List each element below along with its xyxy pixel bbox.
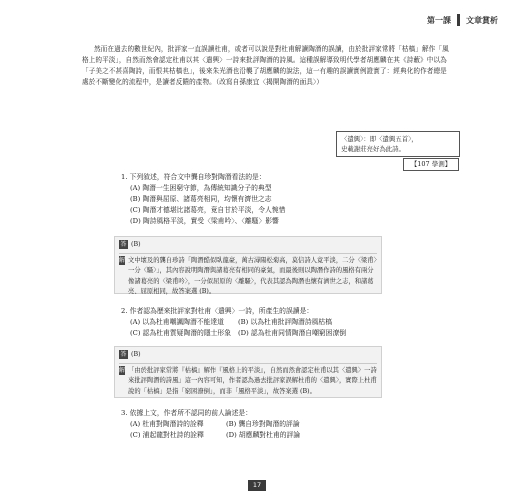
q1-option-d[interactable]: (D) 陶詩風格平淡，實受〈梁甫吟〉、〈離騷〉影響 [130,217,279,225]
q2-explain-row [119,366,377,398]
q2-answer: (B) [131,351,141,358]
q2-answer-row [119,350,377,361]
reading-passage [82,44,452,88]
explain-tag-icon: 解 [119,256,126,264]
q2-options [130,317,348,339]
q2-option-b[interactable]: (B) 以為杜甫批評陶潛詩風枯槁 [238,318,333,326]
q2-option-a[interactable]: (A) 以為杜甫嘲諷陶潛不能達道 [130,318,224,326]
explain-tag-icon: 解 [119,366,126,374]
q3-options [130,419,336,441]
footnote-line-1: 〈遣興〉：即〈遣興五首〉， [341,135,418,143]
page-number: 17 [248,480,266,491]
question-2 [121,306,348,339]
chapter-header [427,14,498,26]
footnote-box [336,131,460,157]
footnote-line-2: 史載謝莊亮好為此詩。 [341,145,405,153]
q1-option-b[interactable]: (B) 陶潛與屈原、諸葛亮相同，均懷有濟世之志 [130,195,272,203]
q1-answer-row [119,240,377,251]
answer-tag-icon: 答 [120,241,127,248]
chapter-label: 第一課 [427,15,451,25]
chapter-title: 文章賞析 [466,15,498,25]
q1-explanation: 文中壞及的龔自珍詩「陶潛酷似臥龍豪，萬古潯陽松菊高，莫信詩人竟平淡，二分〈梁甫〉一分〈騷〉」，其內容說明陶潛與諸葛亮有相同的豪氣，而最後則以陶潛作詩的風格有兩分像諸葛亮的〈梁甫吟〉，一分似屈原的〈離騷〉，代表其認為陶潛也懷有濟世之志，和諸葛亮、屈原相同，故答案選 (B)。 [128,256,377,295]
q3-option-b[interactable]: (B) 龔自珍對陶潛的評論 [226,420,300,428]
divider [119,363,377,364]
q1-answer-box [114,236,382,294]
header-divider [457,14,460,26]
q3-option-c[interactable]: (C) 浦起龍對杜詩的詮釋 [130,431,204,439]
question-3-stem: 3. 依據上文，作者所不認同的前人論述是： [121,409,252,417]
exam-source-tag: 【107 學測】 [403,158,459,171]
passage-paragraph: 然而在過去的數世紀內，批評家一直誤讀杜甫，或者可以說是對杜甫解讀陶潛的誤讀，由於批評家常將「枯槁」解作「風格上的平淡」，自然而然會認定杜甫以其〈遣興〉一詩來批評陶潛的詩風。這種誤解導致明代學者胡應麟在其《詩藪》中以為「子美之不甚喜陶詩，而恨其枯槁也」，後來朱光潛也沿襲了胡應麟的說法，這一有趣的誤讀實例證實了：經典化的作者總是處於不斷變化的流程中，是讀者反饋的產物。（改寫自孫康宜〈揭開陶潛的面具〉） [82,45,449,86]
q2-answer-box [114,346,382,398]
answer-tag-icon: 答 [120,351,127,358]
q1-explain-row [119,256,377,298]
q2-option-d[interactable]: (D) 認為杜甫同情陶潛自嘲窮困潦倒 [238,329,347,337]
q2-option-c[interactable]: (C) 認為杜甫質疑陶潛的隱士形象 [130,329,232,337]
q1-option-a[interactable]: (A) 陶潛一生困窮守節，為傳統知識分子的典型 [130,184,272,192]
divider [119,253,377,254]
question-2-stem: 2. 作者認為歷來批評家對杜甫〈遣興〉一詩，所產生的誤讀是： [121,307,314,315]
q1-option-c[interactable]: (C) 陶潛才德堪比諸葛亮，竟自甘於平淡，令人惋惜 [130,206,286,214]
question-1 [121,172,285,227]
q2-explanation: 「由於批評家常將『枯槁』解作『風格上的平淡』，自然而然會認定杜甫以其〈遣興〉一詩來批評陶潛的詩風」這一內容可知，作者認為過去批評家誤解杜甫的〈遣興〉，實際上杜甫說的「枯槁」是指「窮困潦倒」，而非「風格平淡」，故答案選 (B)。 [128,366,377,395]
q3-option-d[interactable]: (D) 胡應麟對杜甫的評論 [226,431,301,439]
q3-option-a[interactable]: (A) 杜甫對陶潛詩的詮釋 [130,420,204,428]
q1-answer: (B) [131,241,141,248]
question-1-stem: 1. 下列敘述，符合文中龔自珍對陶潛看法的是： [121,173,266,181]
question-3 [121,408,336,441]
